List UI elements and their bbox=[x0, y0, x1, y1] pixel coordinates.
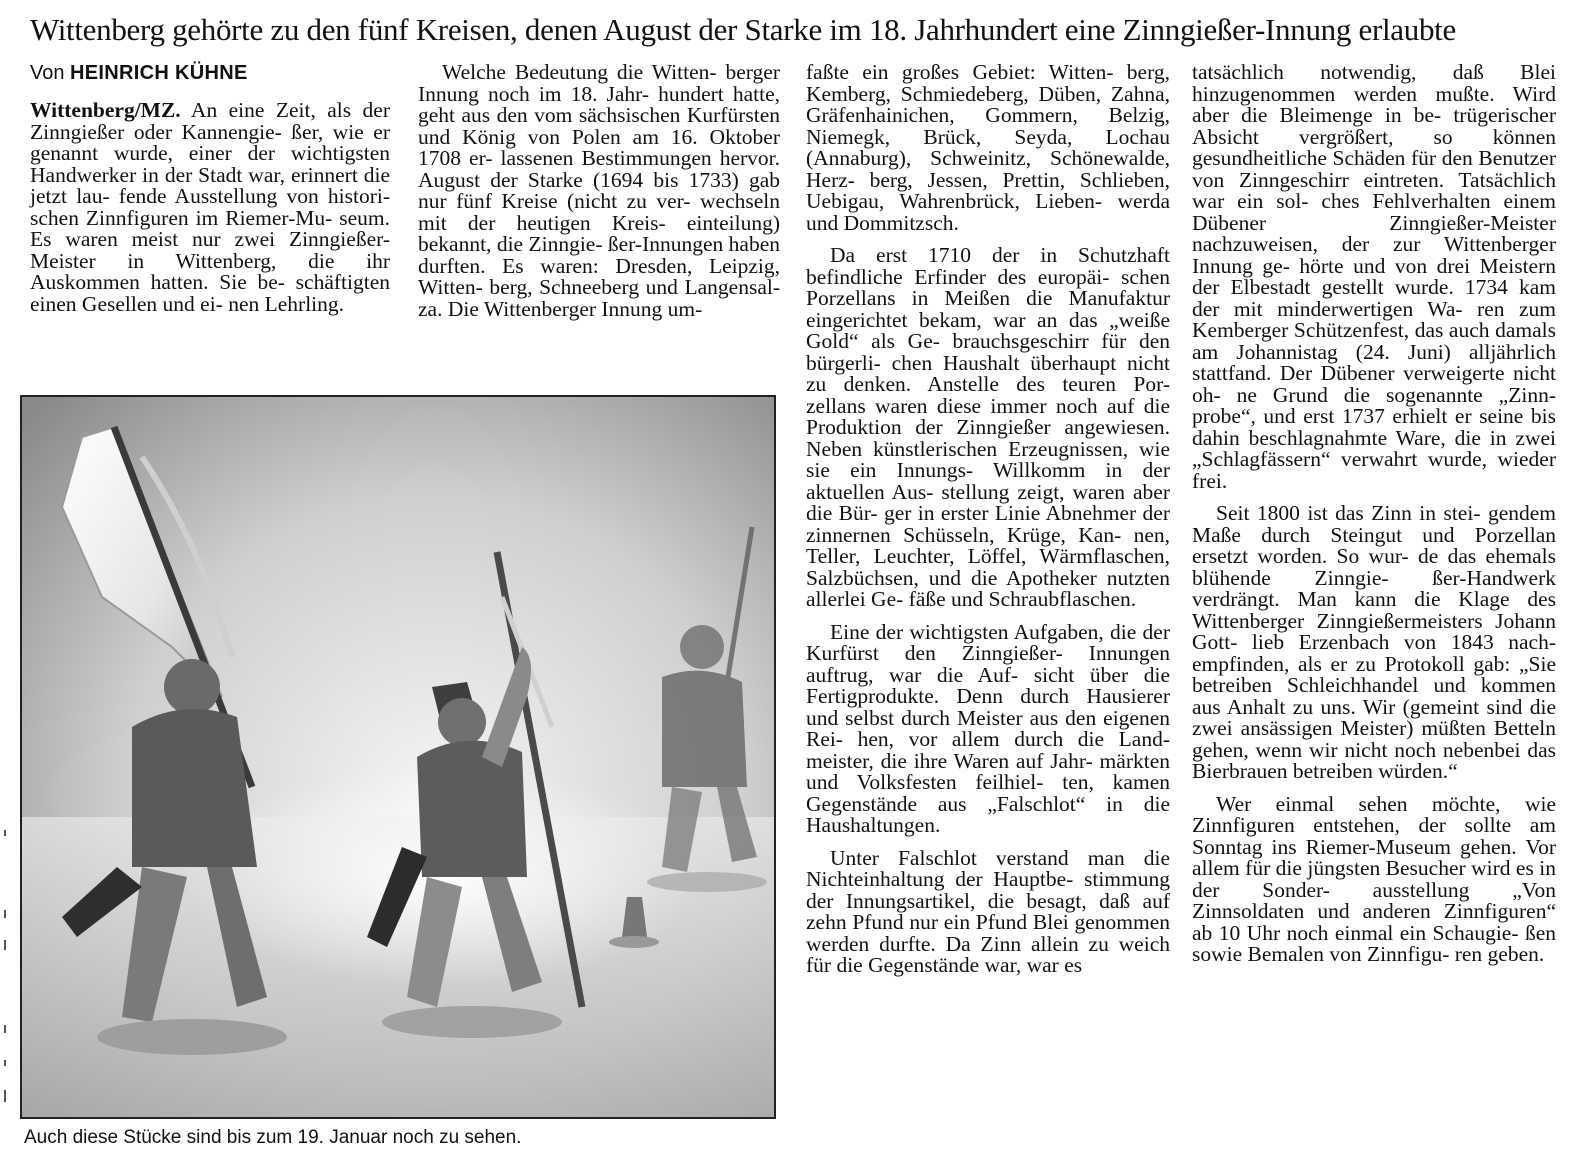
byline-author: HEINRICH KÜHNE bbox=[70, 62, 248, 84]
article-column-2 bbox=[418, 62, 780, 320]
article-headline: Wittenberg gehörte zu den fünf Kreisen, denen August der Starke im 18. Jahrhundert eine Zinngießer-Innung erlaubte bbox=[30, 12, 1456, 47]
paragraph: Wer einmal sehen möchte, wie Zinnfiguren entstehen, der sollte am Sonntag ins Riemer-Museum gehen. Vor allem für die jüngsten Besucher wird es in der Sonder- ausstellung „Von Zinnsoldaten und anderen Zinnfiguren“ ab 10 Uhr noch einmal ein Schaugie- ßen sowie Bemalen von Zinnfigu- ren geben. bbox=[1192, 791, 1556, 966]
article-column-4 bbox=[1192, 62, 1556, 966]
article-photo bbox=[20, 395, 776, 1119]
photo-caption: Auch diese Stücke sind bis zum 19. Januar noch zu sehen. bbox=[24, 1127, 522, 1148]
paragraph: Da erst 1710 der in Schutzhaft befindliche Erfinder des europäi- schen Porzellans in Meißen die Manufaktur eingerichtet bekam, war an das „weiße Gold“ als Ge- brauchsgeschirr für den bürgerli- chen Haushalt überhaupt nicht zu denken. Anstelle des teuren Por- zellans waren diese immer noch auf die Produktion der Zinngießer angewiesen. Neben künstlerischen Erzeugnissen, wie sie ein Innungs- Willkomm in der aktuellen Aus- stellung zeigt, waren aber die Bür- ger in erster Linie Abnehmer der zinnernen Schüsseln, Krüge, Kan- nen, Teller, Leuchter, Löffel, Wärmflaschen, Salzbüchsen, und die Apotheker nutzten allerlei Ge- fäße und Schraubflaschen. bbox=[806, 243, 1170, 611]
paragraph: tatsächlich notwendig, daß Blei hinzugenommen werden mußte. Wird aber die Bleimenge in be- trügerischer Absicht vergrößert, so können gesundheitliche Schäden für den Benutzer von Zinngeschirr eintreten. Tatsächlich war ein sol- ches Fehlverhalten einem Dübener Zinngießer-Meister nachzuweisen, der zur Wittenberger Innung ge- hörte und von drei Meistern der Elbestadt gestellt wurde. 1734 kam der mit minderwertigen Wa- ren zum Kemberger Schützenfest, das auch damals am Johannistag (24. Juni) alljährlich stattfand. Der Dübener verweigerte nicht oh- ne Grund die sogenannte „Zinn- probe“, und erst 1737 erhielt er seine bis dahin beschlagnahmte Ware, die in zwei „Schlagfässern“ verwahrt wurde, wieder frei. bbox=[1192, 60, 1556, 493]
article-column-1 bbox=[30, 62, 390, 315]
scan-margin-marks bbox=[0, 790, 12, 1160]
tin-figures-photo-illustration bbox=[22, 397, 774, 1117]
lead-paragraph bbox=[30, 100, 390, 315]
paragraph: Eine der wichtigsten Aufgaben, die der Kurfürst den Zinngießer- Innungen auftrug, war die Auf- sicht über die Fertigprodukte. Denn durch Hausierer und selbst durch Meister aus den eigenen Rei- hen, vor allem durch die Land- meister, die ihre Waren auf Jahr- märkten und Volksfesten feilhiel- ten, kamen Gegenstände aus „Falschlot“ in die Haushaltungen. bbox=[806, 619, 1170, 837]
article-column-3 bbox=[806, 62, 1170, 977]
paragraph: Seit 1800 ist das Zinn in stei- gendem Maße durch Steingut und Porzellan ersetzt worden. So wur- de das ehemals blühende Zinngie- ßer-Handwerk verdrängt. Man kann die Klage des Wittenberger Zinngießermeisters Johann Gott- lieb Erzenbach von 1843 nach- empfinden, als er zu Protokoll gab: „Sie betreiben Schleichhandel und kommen aus Anhalt zu uns. Wir (gemeint sind die zwei ansässigen Meister) müßten Betteln gehen, wenn wir nicht noch nebenbei das Bierbrauen betreiben würden.“ bbox=[1192, 501, 1556, 783]
paragraph-text: An eine Zeit, als der Zinngießer oder Kannengie- ßer, wie er genannt wurde, einer der wichtigsten Handwerker in der Stadt war, erinnert die jetzt lau- fende Ausstellung von histori- schen Zinnfiguren im Riemer-Mu- seum. Es waren meist nur zwei Zinngießer-Meister in Wittenberg, die ihr Auskommen hatten. Sie be- schäftigten einen Gesellen und ei- nen Lehrling. bbox=[30, 98, 390, 316]
paragraph: faßte ein großes Gebiet: Witten- berg, Kemberg, Schmiedeberg, Düben, Zahna, Gräfenhainichen, Gommern, Belzig, Niemegk, Brück, Seyda, Lochau (Annaburg), Schweinitz, Schönewalde, Herz- berg, Jessen, Prettin, Schlieben, Uebigau, Wahrenbrück, Lieben- werda und Dommitzsch. bbox=[806, 60, 1170, 235]
dateline: Wittenberg/MZ. bbox=[30, 98, 181, 122]
byline bbox=[30, 62, 390, 84]
paragraph: Unter Falschlot verstand man die Nichteinhaltung der Hauptbe- stimmung der Innungsartikel, die besagt, daß auf zehn Pfund nur ein Pfund Blei genommen werden durfte. Da Zinn allein zu weich für die Gegenstände war, war es bbox=[806, 845, 1170, 977]
paragraph: Welche Bedeutung die Witten- berger Innung noch im 18. Jahr- hundert hatte, geht aus den vom sächsischen Kurfürsten und König von Polen am 16. Oktober 1708 er- lassenen Bestimmungen hervor. August der Starke (1694 bis 1733) gab nur fünf Kreise (nicht zu ver- wechseln mit der heutigen Kreis- einteilung) bekannt, die Zinngie- ßer-Innungen haben durften. Es waren: Dresden, Leipzig, Witten- berg, Schneeberg und Langensal- za. Die Wittenberger Innung um- bbox=[418, 60, 780, 321]
byline-prefix: Von bbox=[30, 62, 65, 84]
